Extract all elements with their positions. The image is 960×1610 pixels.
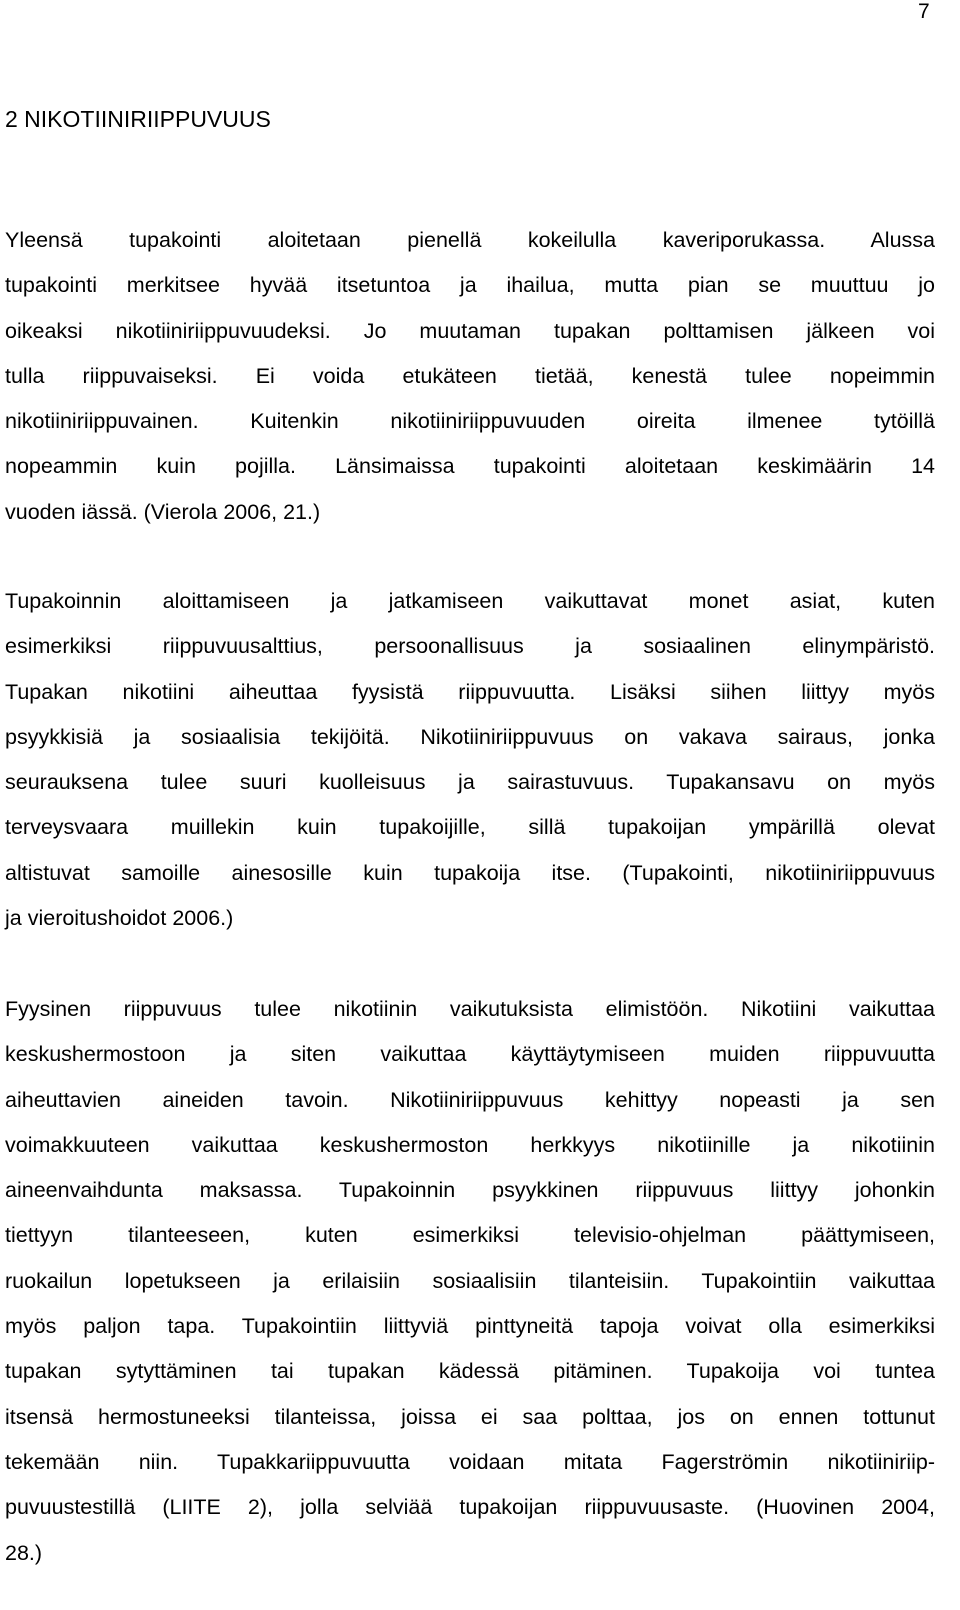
paragraph-line: voimakkuuteen vaikuttaa keskushermoston herkkyys nikotiinille ja nikotiinin	[5, 1132, 935, 1157]
paragraph-line: Yleensä tupakointi aloitetaan pienellä kokeilulla kaveriporukassa. Alussa	[5, 228, 935, 252]
paragraph-line: itsensä hermostuneeksi tilanteissa, joissa ei saa polttaa, jos on ennen tottunut	[5, 1404, 935, 1429]
chapter-heading: 2 NIKOTIINIRIIPPUVUUS	[5, 106, 271, 132]
paragraph-2	[5, 579, 935, 941]
paragraph-line: tekemään niin. Tupakkariippuvuutta voidaan mitata Fagerströmin nikotiiniriip-	[5, 1449, 935, 1474]
page-number: 7	[918, 0, 930, 23]
paragraph-line: altistuvat samoille ainesosille kuin tupakoija itse. (Tupakointi, nikotiiniriippuvuus	[5, 860, 935, 885]
paragraph-line: keskushermostoon ja siten vaikuttaa käyttäytymiseen muiden riippuvuutta	[5, 1042, 935, 1067]
paragraph-line: Fyysinen riippuvuus tulee nikotiinin vaikutuksista elimistöön. Nikotiini vaikuttaa	[5, 997, 935, 1021]
paragraph-line: 28.)	[5, 1540, 43, 1565]
paragraph-1	[5, 218, 935, 535]
paragraph-line: puvuustestillä (LIITE 2), jolla selviää tupakoijan riippuvuusaste. (Huovinen 2004,	[5, 1495, 935, 1520]
paragraph-line: nikotiiniriippuvainen. Kuitenkin nikotiiniriippuvuuden oireita ilmenee tytöillä	[5, 409, 935, 434]
paragraph-line: aineenvaihdunta maksassa. Tupakoinnin psyykkinen riippuvuus liittyy johonkin	[5, 1178, 935, 1203]
paragraph-line: Tupakan nikotiini aiheuttaa fyysistä riippuvuutta. Lisäksi siihen liittyy myös	[5, 679, 935, 704]
paragraph-line: ja vieroitushoidot 2006.)	[5, 906, 234, 931]
paragraph-line: Tupakoinnin aloittamiseen ja jatkamiseen vaikuttavat monet asiat, kuten	[5, 589, 935, 613]
paragraph-line: ruokailun lopetukseen ja erilaisiin sosiaalisiin tilanteisiin. Tupakointiin vaikuttaa	[5, 1268, 935, 1293]
paragraph-line: seurauksena tulee suuri kuolleisuus ja sairastuvuus. Tupakansavu on myös	[5, 770, 935, 795]
paragraph-line: terveysvaara muillekin kuin tupakoijille, sillä tupakoijan ympärillä olevat	[5, 815, 935, 840]
paragraph-line: aiheuttavien aineiden tavoin. Nikotiiniriippuvuus kehittyy nopeasti ja sen	[5, 1087, 935, 1112]
paragraph-3	[5, 987, 935, 1576]
paragraph-line: myös paljon tapa. Tupakointiin liittyviä pinttyneitä tapoja voivat olla esimerkiksi	[5, 1314, 935, 1339]
paragraph-line: esimerkiksi riippuvuusalttius, persoonallisuus ja sosiaalinen elinympäristö.	[5, 634, 935, 659]
paragraph-line: psyykkisiä ja sosiaalisia tekijöitä. Nikotiiniriippuvuus on vakava sairaus, jonka	[5, 724, 935, 749]
paragraph-line: nopeammin kuin pojilla. Länsimaissa tupakointi aloitetaan keskimäärin 14	[5, 454, 935, 479]
paragraph-line: tupakointi merkitsee hyvää itsetuntoa ja ihailua, mutta pian se muuttuu jo	[5, 273, 935, 298]
paragraph-line: tupakan sytyttäminen tai tupakan kädessä pitäminen. Tupakoija voi tuntea	[5, 1359, 935, 1384]
paragraph-line: vuoden iässä. (Vierola 2006, 21.)	[5, 499, 321, 524]
paragraph-line: oikeaksi nikotiiniriippuvuudeksi. Jo muutaman tupakan polttamisen jälkeen voi	[5, 318, 935, 343]
paragraph-line: tulla riippuvaiseksi. Ei voida etukäteen tietää, kenestä tulee nopeimmin	[5, 363, 935, 388]
paragraph-line: tiettyyn tilanteeseen, kuten esimerkiksi televisio-ohjelman päättymiseen,	[5, 1223, 935, 1248]
